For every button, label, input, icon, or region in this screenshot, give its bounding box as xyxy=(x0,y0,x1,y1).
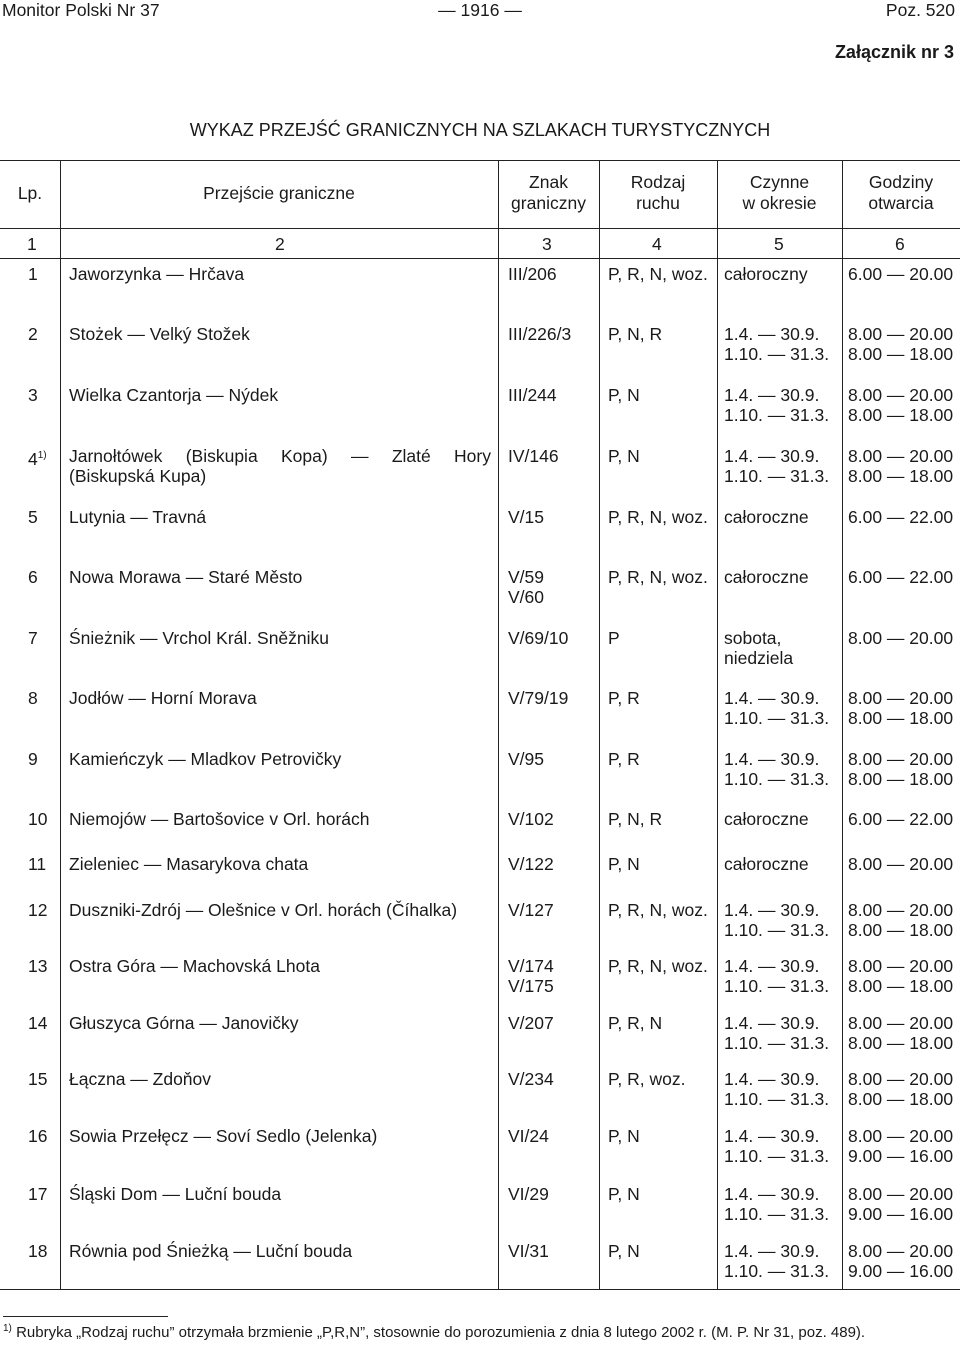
traffic-type: P, R, N, woz. xyxy=(608,567,708,587)
border-sign-value: V/69/10 xyxy=(508,628,569,648)
opening-hours xyxy=(848,1241,953,1281)
border-sign-value: V/127 xyxy=(508,900,554,920)
crossing-name xyxy=(69,688,491,708)
active-period-line: całoroczny xyxy=(724,264,808,284)
column-number: 6 xyxy=(895,234,905,254)
opening-hours xyxy=(848,385,953,425)
col-header-hours-line2: otwarcia xyxy=(868,193,934,213)
row-number xyxy=(28,809,47,829)
row-number-value: 16 xyxy=(28,1126,48,1146)
row-number-value: 3 xyxy=(28,385,38,405)
traffic-type: P, R xyxy=(608,749,640,769)
traffic-type: P, N, R xyxy=(608,324,663,344)
border-sign-value: V/234 xyxy=(508,1069,554,1089)
border-sign xyxy=(508,956,554,996)
crossing-name xyxy=(69,1013,491,1033)
active-period xyxy=(724,628,793,668)
crossing-name-line: Kamieńczyk — Mladkov Petrovičky xyxy=(69,749,342,769)
border-sign xyxy=(508,854,554,874)
crossing-name xyxy=(69,507,491,527)
active-period-line: 1.10. — 31.3. xyxy=(724,344,830,364)
opening-hours xyxy=(848,900,953,940)
traffic-type: P xyxy=(608,628,620,648)
opening-hours xyxy=(848,1013,953,1053)
crossing-name-line: Jarnołtówek (Biskupia Kopa) — Zlaté Hory xyxy=(69,446,491,466)
active-period-line: 1.4. — 30.9. xyxy=(724,688,820,708)
border-sign-value: III/226/3 xyxy=(508,324,572,344)
col-header-type-line2: ruchu xyxy=(636,193,680,213)
column-number: 4 xyxy=(652,234,662,254)
traffic-type: P, R xyxy=(608,688,640,708)
column-divider xyxy=(717,160,718,1290)
col-header-active-line2: w okresie xyxy=(742,193,817,213)
opening-hours-line: 8.00 — 20.00 xyxy=(848,1184,954,1204)
active-period-line: 1.10. — 31.3. xyxy=(724,920,830,940)
border-sign-value: V/122 xyxy=(508,854,554,874)
opening-hours-line: 9.00 — 16.00 xyxy=(848,1261,954,1281)
border-sign-value: V/175 xyxy=(508,976,554,996)
col-header-hours-line1: Godziny xyxy=(868,172,934,192)
border-sign xyxy=(508,324,571,344)
row-number-value: 11 xyxy=(28,854,47,874)
crossing-name xyxy=(69,1241,491,1261)
crossing-name-line: Jodłów — Horní Morava xyxy=(69,688,257,708)
footnote xyxy=(3,1323,865,1341)
opening-hours-line: 6.00 — 22.00 xyxy=(848,809,954,829)
row-number-value: 8 xyxy=(28,688,38,708)
crossing-name xyxy=(69,1184,491,1204)
col-header-type-line1: Rodzaj xyxy=(630,172,686,192)
active-period xyxy=(724,1126,829,1166)
traffic-type: P, N xyxy=(608,1241,640,1261)
crossing-name-line: Łączna — Zdoňov xyxy=(69,1069,212,1089)
column-number: 2 xyxy=(275,234,285,254)
row-number xyxy=(28,854,46,874)
opening-hours xyxy=(848,1184,953,1224)
col-header-sign xyxy=(498,172,599,214)
crossing-name-line: Duszniki-Zdrój — Olešnice v Orl. horách (Číhalka) xyxy=(69,900,458,920)
column-divider xyxy=(599,160,600,1290)
row-number-value: 10 xyxy=(28,809,48,829)
border-sign xyxy=(508,809,554,829)
traffic-type: P, R, woz. xyxy=(608,1069,686,1089)
crossing-name xyxy=(69,446,491,486)
opening-hours-line: 6.00 — 22.00 xyxy=(848,507,954,527)
crossing-name-line: Nowa Morawa — Staré Město xyxy=(69,567,303,587)
border-sign xyxy=(508,507,544,527)
opening-hours xyxy=(848,688,953,728)
row-number-value: 7 xyxy=(28,628,38,648)
active-period xyxy=(724,324,829,364)
crossing-name xyxy=(69,567,491,587)
row-number xyxy=(28,1013,47,1033)
opening-hours xyxy=(848,1126,953,1166)
crossing-name xyxy=(69,809,491,829)
traffic-type: P, N xyxy=(608,854,640,874)
active-period xyxy=(724,385,829,425)
border-sign xyxy=(508,1126,549,1146)
active-period xyxy=(724,854,809,874)
active-period xyxy=(724,749,829,789)
table-bottom-rule xyxy=(0,1289,960,1290)
opening-hours-line: 9.00 — 16.00 xyxy=(848,1146,954,1166)
crossing-name xyxy=(69,324,491,344)
column-divider xyxy=(842,160,843,1290)
border-sign-value: VI/24 xyxy=(508,1126,549,1146)
border-sign-value: V/207 xyxy=(508,1013,554,1033)
col-header-type xyxy=(599,172,717,214)
opening-hours-line: 8.00 — 20.00 xyxy=(848,324,954,344)
active-period xyxy=(724,809,809,829)
opening-hours-line: 8.00 — 18.00 xyxy=(848,976,954,996)
opening-hours-line: 8.00 — 18.00 xyxy=(848,920,954,940)
border-sign xyxy=(508,1069,554,1089)
border-sign xyxy=(508,749,544,769)
active-period xyxy=(724,507,809,527)
crossing-name xyxy=(69,385,491,405)
traffic-type: P, R, N, woz. xyxy=(608,900,708,920)
footnote-marker: 1) xyxy=(3,1323,12,1334)
border-sign xyxy=(508,1184,549,1204)
border-sign xyxy=(508,446,559,466)
active-period-line: 1.10. — 31.3. xyxy=(724,1204,830,1224)
active-period xyxy=(724,1069,829,1109)
column-divider xyxy=(60,160,61,1290)
active-period-line: 1.10. — 31.3. xyxy=(724,1089,830,1109)
opening-hours xyxy=(848,628,953,648)
row-number-value: 9 xyxy=(28,749,38,769)
row-number xyxy=(28,385,38,405)
row-number xyxy=(28,1126,47,1146)
opening-hours-line: 8.00 — 20.00 xyxy=(848,900,954,920)
border-sign-value: V/60 xyxy=(508,587,544,607)
border-sign xyxy=(508,900,554,920)
crossing-name-line: Stożek — Velký Stožek xyxy=(69,324,250,344)
traffic-type: P, R, N, woz. xyxy=(608,264,708,284)
opening-hours-line: 8.00 — 20.00 xyxy=(848,1241,954,1261)
row-number-value: 13 xyxy=(28,956,48,976)
row-number xyxy=(28,446,47,469)
crossing-name xyxy=(69,900,491,920)
column-number: 5 xyxy=(774,234,784,254)
border-sign xyxy=(508,385,557,405)
row-number xyxy=(28,324,38,344)
active-period-line: 1.10. — 31.3. xyxy=(724,769,830,789)
column-number-rule xyxy=(0,258,960,259)
opening-hours-line: 8.00 — 20.00 xyxy=(848,854,954,874)
opening-hours xyxy=(848,809,953,829)
active-period-line: całoroczne xyxy=(724,809,809,829)
traffic-type: P, R, N xyxy=(608,1013,663,1033)
active-period-line: 1.4. — 30.9. xyxy=(724,385,820,405)
row-number-value: 1 xyxy=(28,264,38,284)
opening-hours-line: 8.00 — 20.00 xyxy=(848,956,954,976)
column-divider xyxy=(498,160,499,1290)
publication-name: Monitor Polski Nr 37 xyxy=(2,0,160,20)
active-period xyxy=(724,1184,829,1224)
opening-hours xyxy=(848,567,953,587)
active-period xyxy=(724,1013,829,1053)
crossing-name xyxy=(69,956,491,976)
active-period-line: całoroczne xyxy=(724,854,809,874)
opening-hours xyxy=(848,446,953,486)
active-period-line: 1.4. — 30.9. xyxy=(724,1069,820,1089)
page-header xyxy=(0,0,960,28)
opening-hours-line: 8.00 — 20.00 xyxy=(848,446,954,466)
row-number-value: 14 xyxy=(28,1013,48,1033)
border-sign xyxy=(508,1013,554,1033)
row-number-value: 5 xyxy=(28,507,38,527)
active-period-line: 1.10. — 31.3. xyxy=(724,1146,830,1166)
active-period-line: 1.10. — 31.3. xyxy=(724,405,830,425)
crossing-name-line: Lutynia — Travná xyxy=(69,507,207,527)
active-period-line: niedziela xyxy=(724,648,794,668)
crossing-name xyxy=(69,854,491,874)
crossing-name xyxy=(69,1069,491,1089)
border-sign xyxy=(508,688,568,708)
opening-hours-line: 8.00 — 18.00 xyxy=(848,1033,954,1053)
traffic-type: P, N xyxy=(608,1126,640,1146)
opening-hours-line: 8.00 — 20.00 xyxy=(848,628,954,648)
row-number xyxy=(28,1184,47,1204)
footnote-text: Rubryka „Rodzaj ruchu” otrzymała brzmienie „P,R,N”, stosownie do porozumienia z dnia 8 lutego 2002 r. (M. P. Nr 31, poz. 489). xyxy=(16,1324,866,1341)
col-header-sign-line1: Znak xyxy=(529,172,568,192)
border-sign-value: V/95 xyxy=(508,749,544,769)
crossing-name-line: Równia pod Śnieżką — Luční bouda xyxy=(69,1241,353,1261)
active-period-line: sobota, xyxy=(724,628,782,648)
col-header-lp: Lp. xyxy=(17,183,43,203)
opening-hours-line: 8.00 — 18.00 xyxy=(848,769,954,789)
col-header-crossing: Przejście graniczne xyxy=(203,183,355,203)
crossing-name-line: Zieleniec — Masarykova chata xyxy=(69,854,309,874)
traffic-type: P, R, N, woz. xyxy=(608,507,708,527)
col-header-active xyxy=(717,172,842,214)
active-period-line: 1.4. — 30.9. xyxy=(724,749,820,769)
opening-hours xyxy=(848,1069,953,1109)
col-header-hours xyxy=(842,172,960,214)
active-period-line: 1.4. — 30.9. xyxy=(724,1184,820,1204)
row-number xyxy=(28,567,38,587)
opening-hours-line: 8.00 — 18.00 xyxy=(848,405,954,425)
row-number-value: 2 xyxy=(28,324,38,344)
col-header-sign-line2: graniczny xyxy=(511,193,586,213)
row-number xyxy=(28,264,38,284)
row-number xyxy=(28,749,38,769)
crossing-name-line: Sowia Przełęcz — Soví Sedlo (Jelenka) xyxy=(69,1126,378,1146)
opening-hours-line: 8.00 — 18.00 xyxy=(848,708,954,728)
active-period xyxy=(724,567,809,587)
crossing-name-line: Ostra Góra — Machovská Lhota xyxy=(69,956,320,976)
border-sign xyxy=(508,1241,549,1261)
row-number-value: 12 xyxy=(28,900,48,920)
crossing-name-line: Wielka Czantorja — Nýdek xyxy=(69,385,279,405)
column-number: 3 xyxy=(542,234,552,254)
row-number xyxy=(28,1241,47,1261)
active-period-line: 1.4. — 30.9. xyxy=(724,1126,820,1146)
opening-hours-line: 6.00 — 20.00 xyxy=(848,264,954,284)
row-number-value: 4 xyxy=(28,448,38,469)
active-period xyxy=(724,900,829,940)
opening-hours xyxy=(848,749,953,789)
opening-hours-line: 8.00 — 18.00 xyxy=(848,1089,954,1109)
opening-hours xyxy=(848,956,953,996)
active-period-line: 1.4. — 30.9. xyxy=(724,956,820,976)
border-sign-value: VI/29 xyxy=(508,1184,549,1204)
border-sign xyxy=(508,264,557,284)
opening-hours-line: 9.00 — 16.00 xyxy=(848,1204,954,1224)
row-number-value: 17 xyxy=(28,1184,48,1204)
traffic-type: P, N xyxy=(608,446,640,466)
active-period-line: całoroczne xyxy=(724,567,809,587)
border-sign-value: V/15 xyxy=(508,507,544,527)
header-bottom-rule xyxy=(0,228,960,229)
crossing-name-line: Głuszyca Górna — Janovičky xyxy=(69,1013,299,1033)
opening-hours-line: 8.00 — 20.00 xyxy=(848,1126,954,1146)
active-period-line: 1.10. — 31.3. xyxy=(724,1033,830,1053)
opening-hours-line: 6.00 — 22.00 xyxy=(848,567,954,587)
row-number xyxy=(28,688,38,708)
traffic-type: P, N xyxy=(608,385,640,405)
opening-hours xyxy=(848,854,953,874)
crossing-name-line: Niemojów — Bartošovice v Orl. horách xyxy=(69,809,370,829)
opening-hours xyxy=(848,324,953,364)
row-number-value: 18 xyxy=(28,1241,48,1261)
active-period xyxy=(724,956,829,996)
border-sign-value: V/174 xyxy=(508,956,554,976)
active-period-line: całoroczne xyxy=(724,507,809,527)
row-number-value: 6 xyxy=(28,567,38,587)
active-period xyxy=(724,688,829,728)
page-number: — 1916 — xyxy=(438,0,522,20)
border-sign xyxy=(508,567,544,607)
row-footnote-marker: 1) xyxy=(37,450,47,461)
column-number: 1 xyxy=(27,234,37,254)
border-sign-value: IV/146 xyxy=(508,446,559,466)
crossing-name xyxy=(69,1126,491,1146)
crossing-name-line: Śląski Dom — Luční bouda xyxy=(69,1184,282,1204)
row-number xyxy=(28,1069,47,1089)
crossing-name-line: Śnieżnik — Vrchol Král. Sněžniku xyxy=(69,628,330,648)
border-sign-value: V/79/19 xyxy=(508,688,569,708)
active-period-line: 1.4. — 30.9. xyxy=(724,900,820,920)
active-period-line: 1.10. — 31.3. xyxy=(724,466,830,486)
active-period-line: 1.10. — 31.3. xyxy=(724,1261,830,1281)
opening-hours xyxy=(848,264,953,284)
border-sign-value: III/206 xyxy=(508,264,557,284)
active-period-line: 1.4. — 30.9. xyxy=(724,446,820,466)
row-number xyxy=(28,507,38,527)
annex-label: Załącznik nr 3 xyxy=(834,42,954,62)
col-header-active-line1: Czynne xyxy=(749,172,810,192)
opening-hours-line: 8.00 — 20.00 xyxy=(848,1013,954,1033)
border-sign-value: V/59 xyxy=(508,567,544,587)
border-sign-value: III/244 xyxy=(508,385,557,405)
active-period xyxy=(724,264,808,284)
table-top-rule xyxy=(0,160,960,161)
border-sign xyxy=(508,628,568,648)
row-number xyxy=(28,628,38,648)
crossing-name-line: (Biskupská Kupa) xyxy=(69,466,207,486)
border-sign-value: V/102 xyxy=(508,809,554,829)
crossing-name xyxy=(69,749,491,769)
active-period-line: 1.4. — 30.9. xyxy=(724,1013,820,1033)
row-number xyxy=(28,956,47,976)
crossing-name-line: Jaworzynka — Hrčava xyxy=(69,264,245,284)
opening-hours-line: 8.00 — 18.00 xyxy=(848,344,954,364)
document-title: WYKAZ PRZEJŚĆ GRANICZNYCH NA SZLAKACH TURYSTYCZNYCH xyxy=(189,120,771,140)
border-sign-value: VI/31 xyxy=(508,1241,549,1261)
opening-hours-line: 8.00 — 20.00 xyxy=(848,385,954,405)
active-period-line: 1.4. — 30.9. xyxy=(724,1241,820,1261)
opening-hours xyxy=(848,507,953,527)
traffic-type: P, N xyxy=(608,1184,640,1204)
opening-hours-line: 8.00 — 18.00 xyxy=(848,466,954,486)
active-period xyxy=(724,1241,829,1281)
opening-hours-line: 8.00 — 20.00 xyxy=(848,1069,954,1089)
opening-hours-line: 8.00 — 20.00 xyxy=(848,688,954,708)
row-number xyxy=(28,900,47,920)
footnote-rule xyxy=(3,1316,168,1317)
active-period-line: 1.4. — 30.9. xyxy=(724,324,820,344)
crossing-name xyxy=(69,264,491,284)
row-number-value: 15 xyxy=(28,1069,48,1089)
crossing-name xyxy=(69,628,491,648)
traffic-type: P, R, N, woz. xyxy=(608,956,708,976)
active-period xyxy=(724,446,829,486)
active-period-line: 1.10. — 31.3. xyxy=(724,976,830,996)
traffic-type: P, N, R xyxy=(608,809,663,829)
active-period-line: 1.10. — 31.3. xyxy=(724,708,830,728)
opening-hours-line: 8.00 — 20.00 xyxy=(848,749,954,769)
position-number: Poz. 520 xyxy=(885,0,955,20)
